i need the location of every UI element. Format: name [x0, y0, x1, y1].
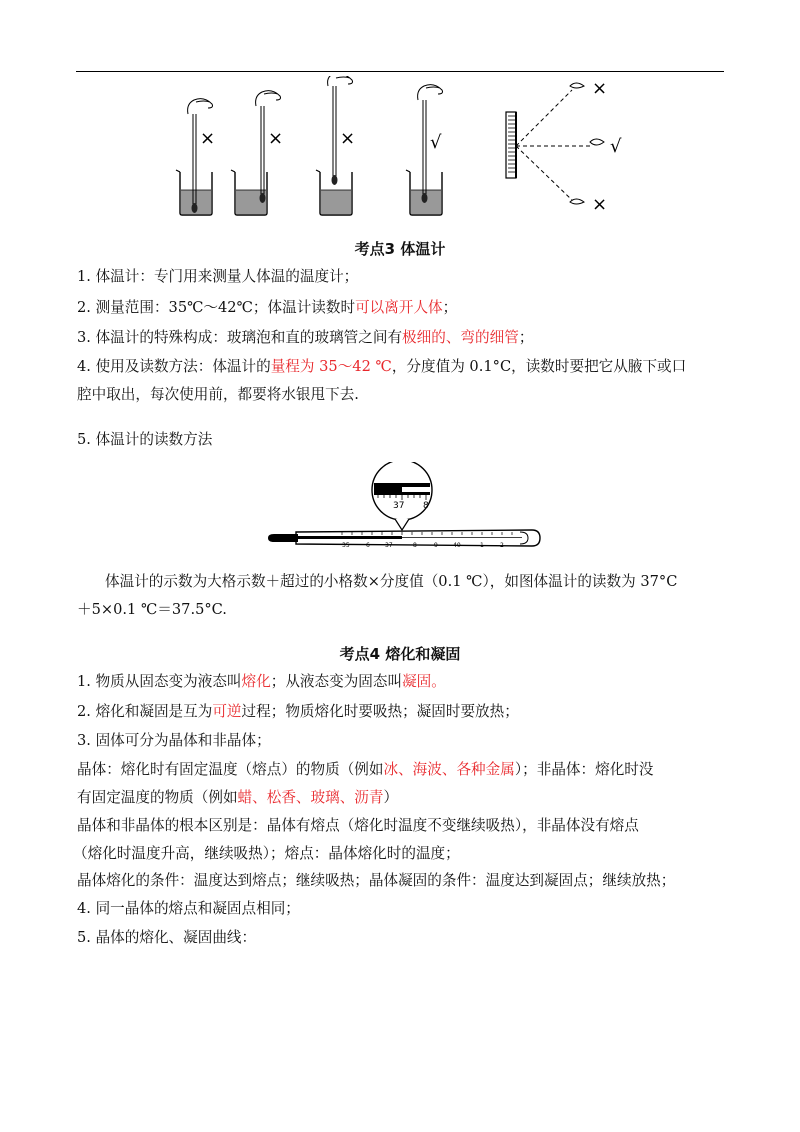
eye-mark-bottom: ×	[592, 194, 608, 215]
s3-item4	[77, 357, 686, 377]
s4-item5: 5. 晶体的熔化、凝固曲线：	[77, 929, 257, 946]
s3-item2-end: ；	[442, 299, 458, 316]
s4-item2-text: 2. 熔化和凝固是互为	[77, 703, 213, 720]
mark-4: √	[430, 132, 442, 153]
beaker-1	[176, 99, 215, 215]
mark-2: ×	[268, 128, 284, 149]
header-rule	[76, 71, 724, 72]
s4-amorphous-examples: 蜡、松香、玻璃、沥青	[237, 789, 384, 806]
eye-mark-middle: √	[610, 136, 622, 157]
scale-label-8: 8	[413, 542, 417, 549]
s3-reading-para-line2: ＋5×0.1 ℃＝37.5°C.	[77, 601, 227, 618]
s4-item2	[77, 702, 519, 722]
scale-label-6: 6	[366, 542, 370, 549]
s4-amorphous-line	[77, 788, 398, 808]
s3-item3-highlight: 极细的、弯的细管	[402, 329, 519, 346]
s3-item3-end: ；	[518, 329, 534, 346]
s3-item5: 5. 体温计的读数方法	[77, 431, 213, 448]
s4-item4: 4. 同一晶体的熔点和凝固点相同；	[77, 900, 300, 917]
s4-amorphous-text: 有固定温度的物质（例如	[77, 789, 238, 806]
scale-label-37: 37	[385, 542, 393, 549]
beaker-2	[231, 91, 283, 215]
s3-item3-text: 3. 体温计的特殊构成：玻璃泡和直的玻璃管之间有	[77, 329, 403, 346]
eye-mark-top: ×	[592, 78, 608, 99]
s3-item2	[77, 298, 457, 318]
s3-item3	[77, 328, 533, 348]
s4-crystal-end: ）；非晶体：熔化时没	[514, 761, 654, 778]
section4-title: 考点4 熔化和凝固	[339, 645, 461, 663]
scale-label-2: 2	[500, 542, 504, 549]
scale-label-9: 9	[434, 542, 438, 549]
s4-crystal-examples: 冰、海波、各种金属	[383, 761, 515, 778]
s4-item1-end: 。	[431, 673, 446, 690]
s4-difference-line1: 晶体和非晶体的根本区别是：晶体有熔点（熔化时温度不变继续吸热），非晶体没有熔点	[77, 817, 639, 834]
s4-crystal-line	[77, 760, 653, 780]
zoom-label-8: 8	[423, 501, 429, 511]
s4-item1-highlight-melting: 熔化	[241, 673, 271, 690]
s4-item3: 3. 固体可分为晶体和非晶体；	[77, 732, 271, 749]
s4-item2-end: 过程；物质熔化时要吸热；凝固时要放热；	[241, 703, 519, 720]
s4-item1-text: 1. 物质从固态变为液态叫	[77, 673, 242, 690]
s4-item2-highlight: 可逆	[212, 703, 242, 720]
s4-item1-middle: ；从液态变为固态叫	[270, 673, 403, 690]
scale-label-1: 1	[480, 542, 484, 549]
s3-item1: 1. 体温计：专门用来测量人体温的温度计；	[77, 268, 359, 285]
s3-item2-highlight: 可以离开人体	[355, 299, 443, 316]
mark-1: ×	[200, 128, 216, 149]
s3-reading-para-line1: 体温计的示数为大格示数＋超过的小格数×分度值（0.1 ℃），如图体温计的读数为 37°C	[105, 573, 678, 590]
s4-crystal-text: 晶体：熔化时有固定温度（熔点）的物质（例如	[77, 761, 384, 778]
s3-item4-line2: 腔中取出，每次使用前，都要将水银甩下去.	[77, 386, 359, 403]
scale-label-35: 35	[342, 542, 350, 549]
zoom-label-37: 37	[393, 501, 405, 511]
s3-item4-end: ，分度值为 0.1°C，读数时要把它从腋下或口	[391, 358, 687, 375]
scale-label-40: 40	[453, 542, 461, 549]
thermometer-usage-figure	[160, 76, 660, 218]
beaker-3	[316, 76, 355, 215]
s4-difference-line2: （熔化时温度升高，继续吸热）；熔点：晶体熔化时的温度；	[73, 845, 460, 862]
s3-item4-highlight: 量程为 35～42 ℃	[270, 358, 392, 375]
s4-amorphous-end: ）	[383, 789, 399, 806]
eye-reading-diagram	[506, 78, 622, 215]
beaker-4	[406, 85, 443, 215]
s4-item1	[77, 672, 446, 692]
section3-title: 考点3 体温计	[354, 240, 446, 258]
s4-conditions: 晶体熔化的条件：温度达到熔点；继续吸热；晶体凝固的条件：温度达到凝固点；继续放热；	[77, 872, 676, 889]
s3-item2-text: 2. 测量范围：35℃～42℃；体温计读数时	[77, 299, 356, 316]
mark-3: ×	[340, 128, 356, 149]
s3-item4-text: 4. 使用及读数方法：体温计的	[77, 358, 271, 375]
clinical-thermometer-figure	[262, 462, 542, 554]
s4-item1-highlight-solidification: 凝固	[402, 673, 432, 690]
